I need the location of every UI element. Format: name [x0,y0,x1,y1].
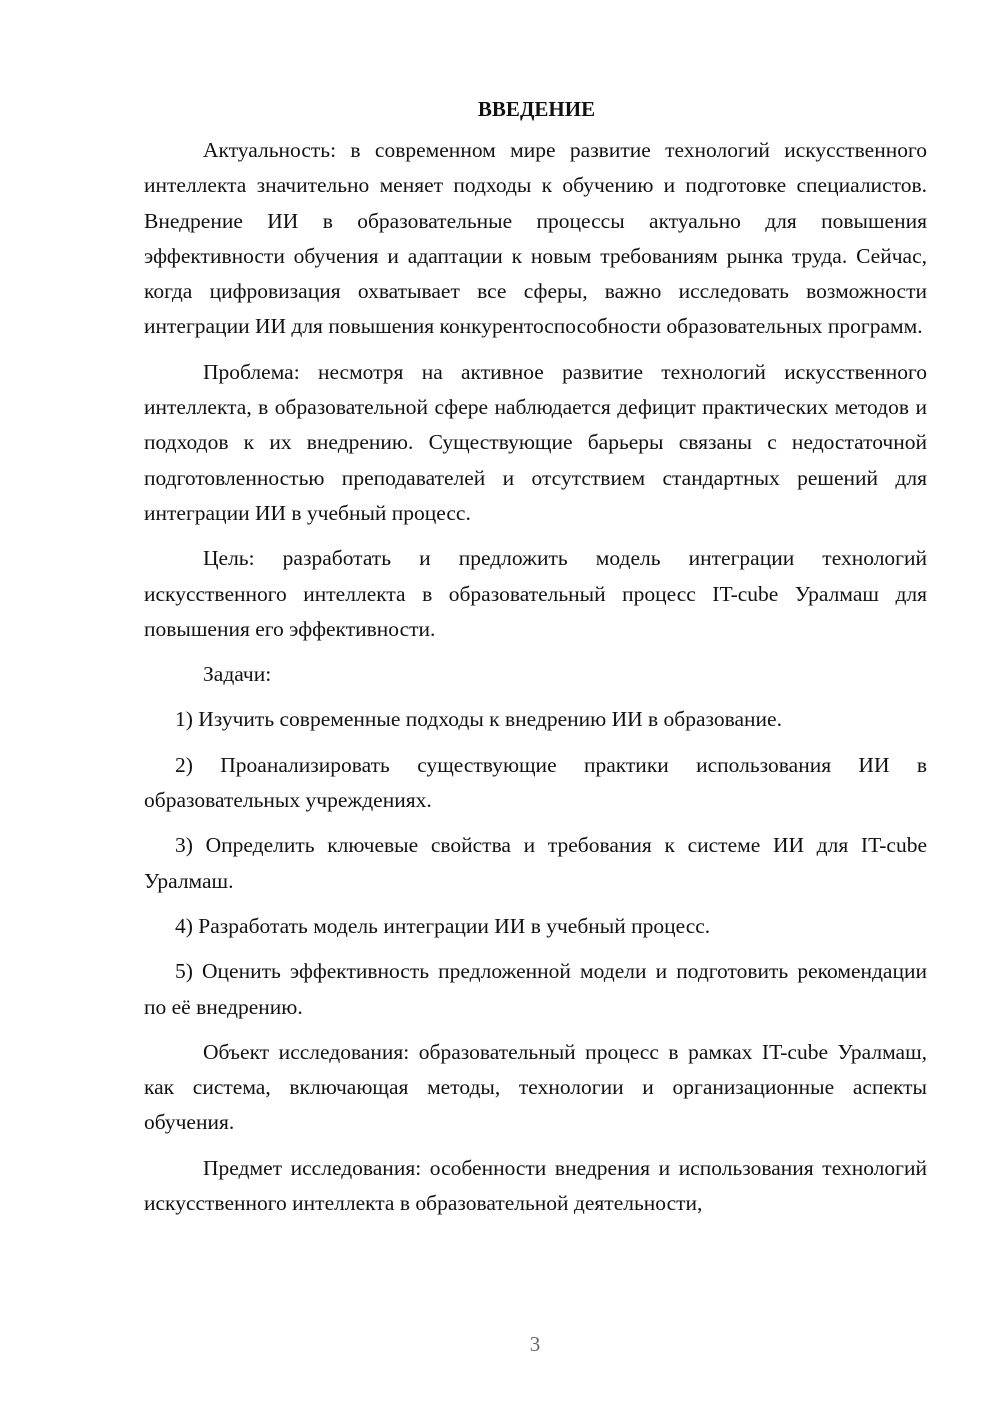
task-item-4: 4) Разработать модель интеграции ИИ в учебный процесс. [175,913,711,938]
task-item-3: 3) Определить ключевые свойства и требования к системе ИИ для IT-cube Уралмаш. [144,833,927,893]
goal-paragraph: Цель: разработать и предложить модель интеграции технологий искусственного интеллекта в образовательный процесс IT-cube Уралмаш для повышения его эффективности. [144,546,927,641]
task-item-1: 1) Изучить современные подходы к внедрению ИИ в образование. [175,707,782,732]
object-paragraph: Объект исследования: образовательный процесс в рамках IT-cube Уралмаш, как система, включающая методы, технологии и организационные аспекты обучения. [144,1039,927,1135]
task-item-5: 5) Оценить эффективность предложенной модели и подготовить рекомендации по её внедрению. [144,959,927,1019]
page-number: 3 [529,1332,541,1356]
document-page [144,92,927,1231]
subject-paragraph: Предмет исследования: особенности внедрения и использования технологий искусственного интеллекта в образовательной деятельности, [144,1155,927,1216]
task-item-2: 2) Проанализировать существующие практики использования ИИ в образовательных учреждениях. [144,752,927,813]
relevance-paragraph: Актуальность: в современном мире развитие технологий искусственного интеллекта значительно меняет подходы к обучению и подготовке специалистов. Внедрение ИИ в образовательные процессы актуально для повышения эффективности обучения и адаптации к новым требованиям рынка труда. Сейчас, когда цифровизация охватывает все сферы, важно исследовать возможности интеграции ИИ для повышения конкурентоспособности образовательных программ. [144,138,927,339]
section-heading: ВВЕДЕНИЕ [477,97,596,121]
problem-paragraph: Проблема: несмотря на активное развитие технологий искусственного интеллекта, в образовательной сфере наблюдается дефицит практических методов и подходов к их внедрению. Существующие барьеры связаны с недостаточной подготовленностью преподавателей и отсутствием стандартных решений для интеграции ИИ в учебный процесс. [144,359,927,525]
tasks-label: Задачи: [203,662,272,687]
